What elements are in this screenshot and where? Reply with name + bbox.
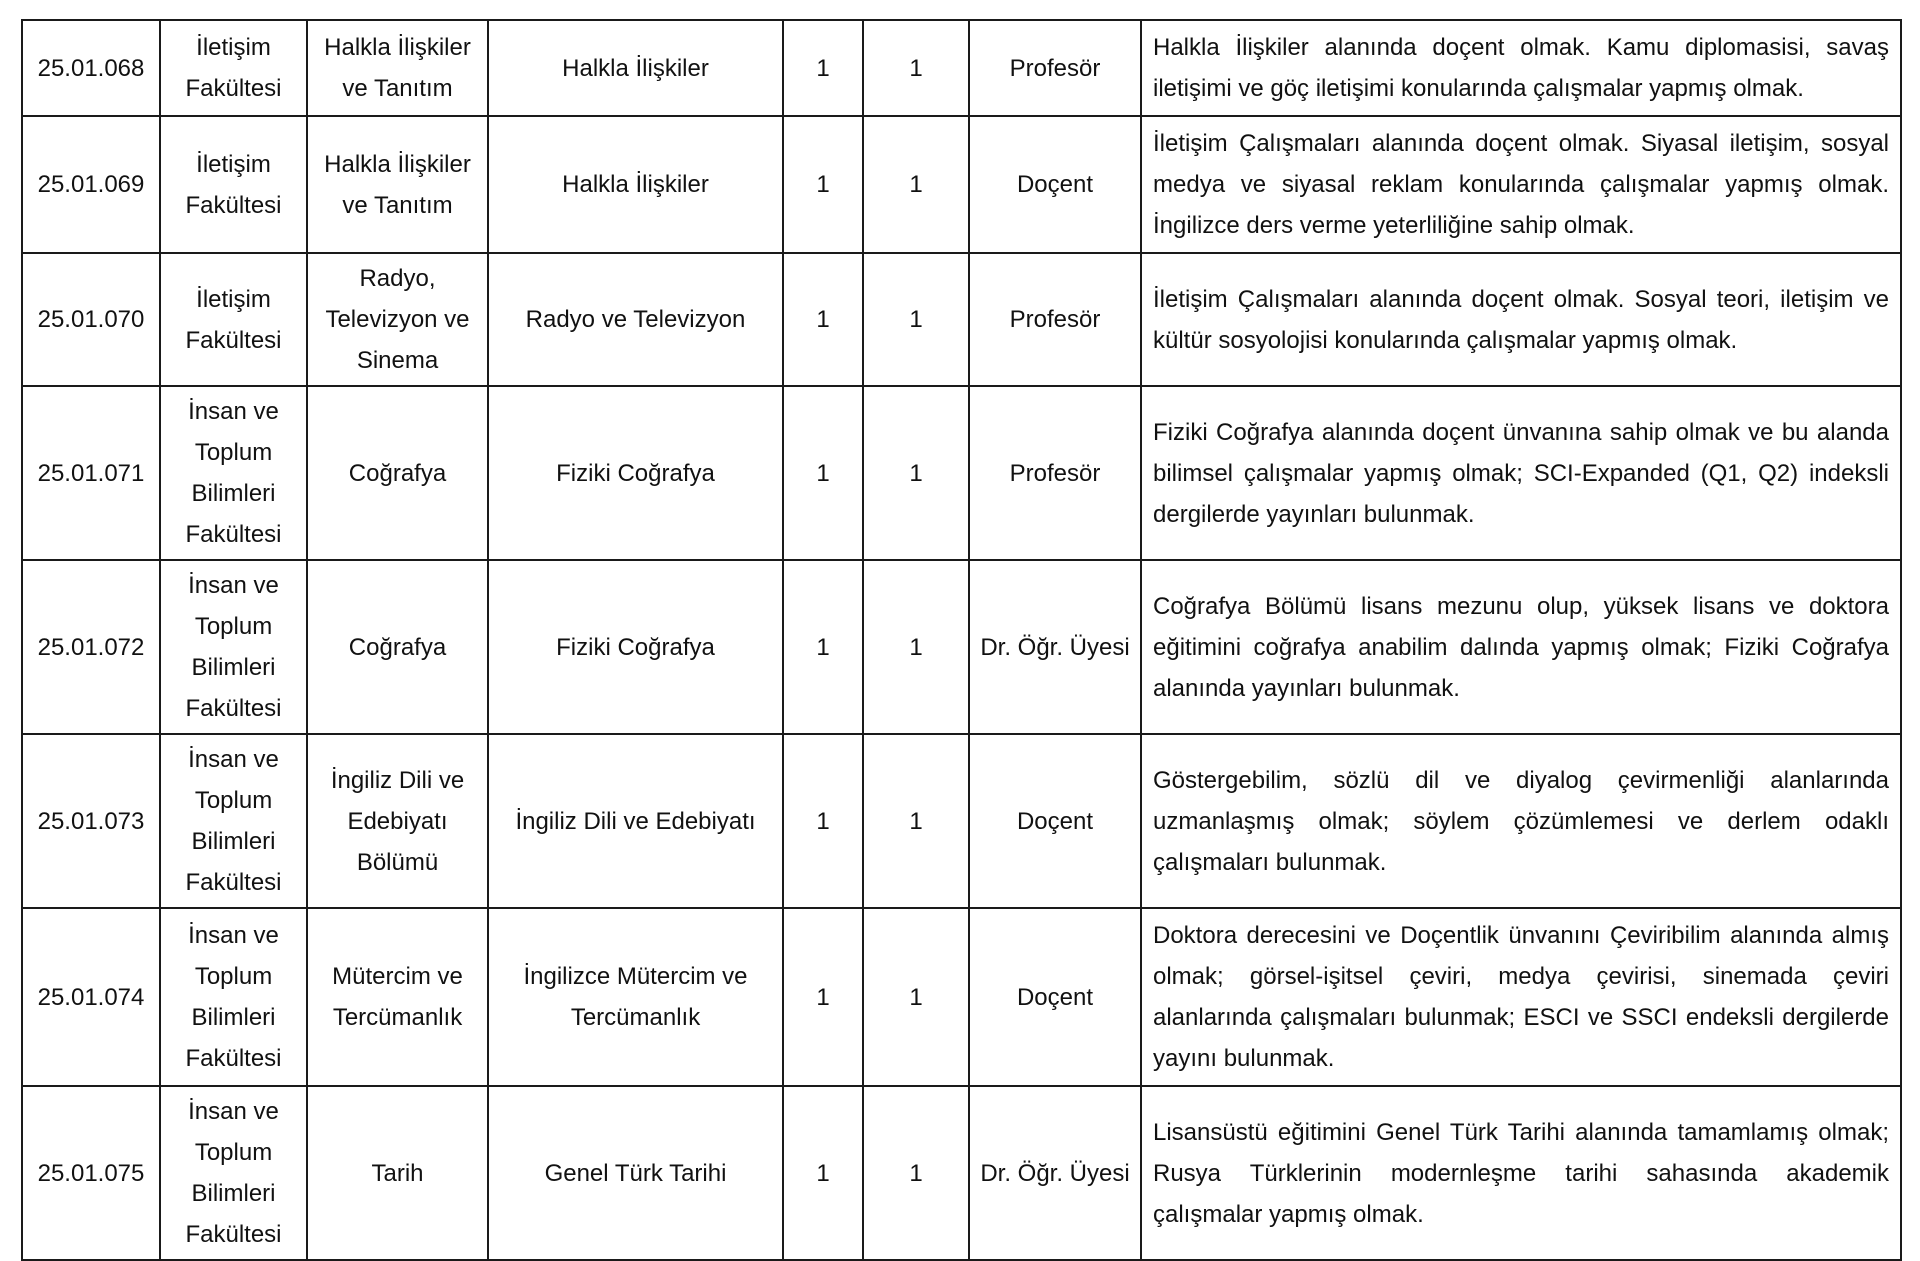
position-code: 25.01.075 xyxy=(22,1086,160,1260)
table-row xyxy=(22,20,1901,116)
field-name: Halkla İlişkiler xyxy=(488,116,783,253)
field-name: İngilizce Mütercim ve Tercümanlık xyxy=(488,908,783,1086)
count-1: 1 xyxy=(783,908,863,1086)
count-2: 1 xyxy=(863,1086,969,1260)
academic-title: Profesör xyxy=(969,20,1141,116)
field-name: İngiliz Dili ve Edebiyatı xyxy=(488,734,783,908)
department-name: Mütercim ve Tercümanlık xyxy=(307,908,488,1086)
field-name: Fiziki Coğrafya xyxy=(488,386,783,560)
position-code: 25.01.072 xyxy=(22,560,160,734)
position-code: 25.01.071 xyxy=(22,386,160,560)
field-name: Genel Türk Tarihi xyxy=(488,1086,783,1260)
academic-title: Dr. Öğr. Üyesi xyxy=(969,560,1141,734)
requirements-text: İletişim Çalışmaları alanında doçent olmak. Siyasal iletişim, sosyal medya ve siyasal reklam konularında çalışmalar yapmış olmak. İngilizce ders verme yeterliliğine sahip olmak. xyxy=(1141,116,1901,253)
field-name: Fiziki Coğrafya xyxy=(488,560,783,734)
department-name: Radyo, Televizyon ve Sinema xyxy=(307,253,488,386)
requirements-text: İletişim Çalışmaları alanında doçent olmak. Sosyal teori, iletişim ve kültür sosyolojisi konularında çalışmalar yapmış olmak. xyxy=(1141,253,1901,386)
position-code: 25.01.069 xyxy=(22,116,160,253)
department-name: Tarih xyxy=(307,1086,488,1260)
requirements-text: Doktora derecesini ve Doçentlik ünvanını Çeviribilim alanında almış olmak; görsel-işitsel çeviri, medya çevirisi, sinemada çeviri alanlarında çalışmaları bulunmak; ESCI ve SSCI endeksli dergilerde yayını bulunmak. xyxy=(1141,908,1901,1086)
count-1: 1 xyxy=(783,734,863,908)
count-2: 1 xyxy=(863,386,969,560)
academic-title: Doçent xyxy=(969,908,1141,1086)
position-code: 25.01.070 xyxy=(22,253,160,386)
positions-table xyxy=(21,19,1902,1261)
faculty-name: İnsan ve Toplum Bilimleri Fakültesi xyxy=(160,386,307,560)
count-1: 1 xyxy=(783,560,863,734)
department-name: Halkla İlişkiler ve Tanıtım xyxy=(307,20,488,116)
academic-title: Dr. Öğr. Üyesi xyxy=(969,1086,1141,1260)
faculty-name: İletişim Fakültesi xyxy=(160,253,307,386)
table-row xyxy=(22,386,1901,560)
table-row xyxy=(22,1086,1901,1260)
field-name: Halkla İlişkiler xyxy=(488,20,783,116)
count-1: 1 xyxy=(783,1086,863,1260)
count-1: 1 xyxy=(783,116,863,253)
requirements-text: Göstergebilim, sözlü dil ve diyalog çevirmenliği alanlarında uzmanlaşmış olmak; söylem çözümlemesi ve derlem odaklı çalışmaları bulunmak. xyxy=(1141,734,1901,908)
table-row xyxy=(22,908,1901,1086)
count-2: 1 xyxy=(863,20,969,116)
academic-title: Profesör xyxy=(969,253,1141,386)
table-row xyxy=(22,734,1901,908)
faculty-name: İnsan ve Toplum Bilimleri Fakültesi xyxy=(160,734,307,908)
department-name: İngiliz Dili ve Edebiyatı Bölümü xyxy=(307,734,488,908)
academic-title: Doçent xyxy=(969,734,1141,908)
count-1: 1 xyxy=(783,253,863,386)
department-name: Halkla İlişkiler ve Tanıtım xyxy=(307,116,488,253)
requirements-text: Coğrafya Bölümü lisans mezunu olup, yüksek lisans ve doktora eğitimini coğrafya anabilim dalında yapmış olmak; Fiziki Coğrafya alanında yayınları bulunmak. xyxy=(1141,560,1901,734)
position-code: 25.01.073 xyxy=(22,734,160,908)
department-name: Coğrafya xyxy=(307,560,488,734)
count-1: 1 xyxy=(783,386,863,560)
field-name: Radyo ve Televizyon xyxy=(488,253,783,386)
position-code: 25.01.074 xyxy=(22,908,160,1086)
table-row xyxy=(22,253,1901,386)
table-row xyxy=(22,116,1901,253)
department-name: Coğrafya xyxy=(307,386,488,560)
academic-title: Profesör xyxy=(969,386,1141,560)
requirements-text: Halkla İlişkiler alanında doçent olmak. Kamu diplomasisi, savaş iletişimi ve göç iletişimi konularında çalışmalar yapmış olmak. xyxy=(1141,20,1901,116)
count-1: 1 xyxy=(783,20,863,116)
academic-title: Doçent xyxy=(969,116,1141,253)
requirements-text: Fiziki Coğrafya alanında doçent ünvanına sahip olmak ve bu alanda bilimsel çalışmalar yapmış olmak; SCI-Expanded (Q1, Q2) indeksli dergilerde yayınları bulunmak. xyxy=(1141,386,1901,560)
faculty-name: İnsan ve Toplum Bilimleri Fakültesi xyxy=(160,1086,307,1260)
requirements-text: Lisansüstü eğitimini Genel Türk Tarihi alanında tamamlamış olmak; Rusya Türklerinin modernleşme tarihi sahasında akademik çalışmalar yapmış olmak. xyxy=(1141,1086,1901,1260)
faculty-name: İletişim Fakültesi xyxy=(160,116,307,253)
table-row xyxy=(22,560,1901,734)
count-2: 1 xyxy=(863,908,969,1086)
count-2: 1 xyxy=(863,560,969,734)
faculty-name: İletişim Fakültesi xyxy=(160,20,307,116)
faculty-name: İnsan ve Toplum Bilimleri Fakültesi xyxy=(160,560,307,734)
position-code: 25.01.068 xyxy=(22,20,160,116)
count-2: 1 xyxy=(863,253,969,386)
count-2: 1 xyxy=(863,734,969,908)
count-2: 1 xyxy=(863,116,969,253)
faculty-name: İnsan ve Toplum Bilimleri Fakültesi xyxy=(160,908,307,1086)
